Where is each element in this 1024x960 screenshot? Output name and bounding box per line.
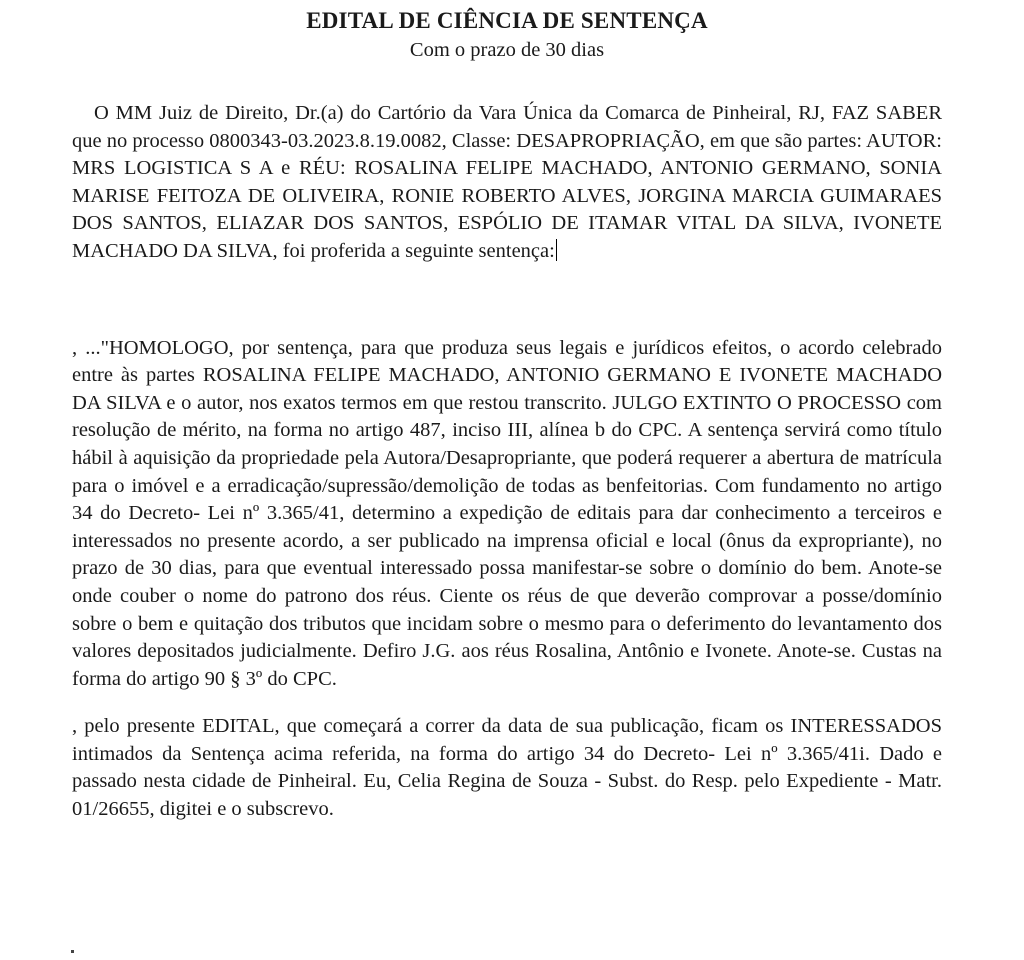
text-cursor — [556, 239, 558, 261]
closing-paragraph: , pelo presente EDITAL, que começará a correr da data de sua publicação, ficam os INTERESSADOS intimados da Sentença acima referida, na forma do artigo 34 do Decreto- Lei nº 3.365/41i. Dado e passado nesta cidade de Pinheiral. Eu, Celia Regina de Souza - Subst. do Resp. pelo Expediente - Matr. 01/26655, digitei e o subscrevo. — [72, 715, 942, 821]
intro-paragraph-text: O MM Juiz de Direito, Dr.(a) do Cartório da Vara Única da Comarca de Pinheiral, RJ, FAZ SABER que no processo 0800343-03.2023.8.19.0082, Classe: DESAPROPRIAÇÃO, em que são partes: AUTOR: MRS LOGISTICA S A e RÉU: ROSALINA FELIPE MACHADO, ANTONIO GERMANO, SONIA MARISE FEITOZA DE OLIVEIRA, RONIE ROBERTO ALVES, JORGINA MARCIA GUIMARAES DOS SANTOS, ELIAZAR DOS SANTOS, ESPÓLIO DE ITAMAR VITAL DA SILVA, IVONETE MACHADO DA SILVA, foi proferida a seguinte sentença: — [72, 102, 942, 262]
document-subtitle: Com o prazo de 30 dias — [409, 39, 605, 61]
stray-mark — [71, 950, 74, 953]
document-title: EDITAL DE CIÊNCIA DE SENTENÇA — [306, 8, 708, 33]
document-page — [72, 0, 942, 824]
sentence-paragraph: , ..."HOMOLOGO, por sentença, para que produza seus legais e jurídicos efeitos, o acordo celebrado entre às partes ROSALINA FELIPE MACHADO, ANTONIO GERMANO E IVONETE MACHADO DA SILVA e o autor, nos exatos termos em que restou transcrito. JULGO EXTINTO O PROCESSO com resolução de mérito, na forma no artigo 487, inciso III, alínea b do CPC. A sentença servirá como título hábil à aquisição da propriedade pela Autora/Desapropriante, que poderá requerer a abertura de matrícula para o imóvel e a erradicação/supressão/demolição de todas as benfeitorias. Com fundamento no artigo 34 do Decreto- Lei nº 3.365/41, determino a expedição de editais para dar conhecimento a terceiros e interessados no presente acordo, a ser publicado na imprensa oficial e local (ônus da expropriante), no prazo de 30 dias, para que eventual interessado possa manifestar-se sobre o domínio do bem. Anote-se onde couber o nome do patrono dos réus. Ciente os réus de que deverão comprovar a posse/domínio sobre o bem e quitação dos tributos que incidam sobre o mesmo para o deferimento do levantamento dos valores depositados judicialmente. Defiro J.G. aos réus Rosalina, Antônio e Ivonete. Anote-se. Custas na forma do artigo 90 § 3º do CPC. — [72, 336, 942, 690]
intro-paragraph[interactable] — [72, 100, 942, 266]
